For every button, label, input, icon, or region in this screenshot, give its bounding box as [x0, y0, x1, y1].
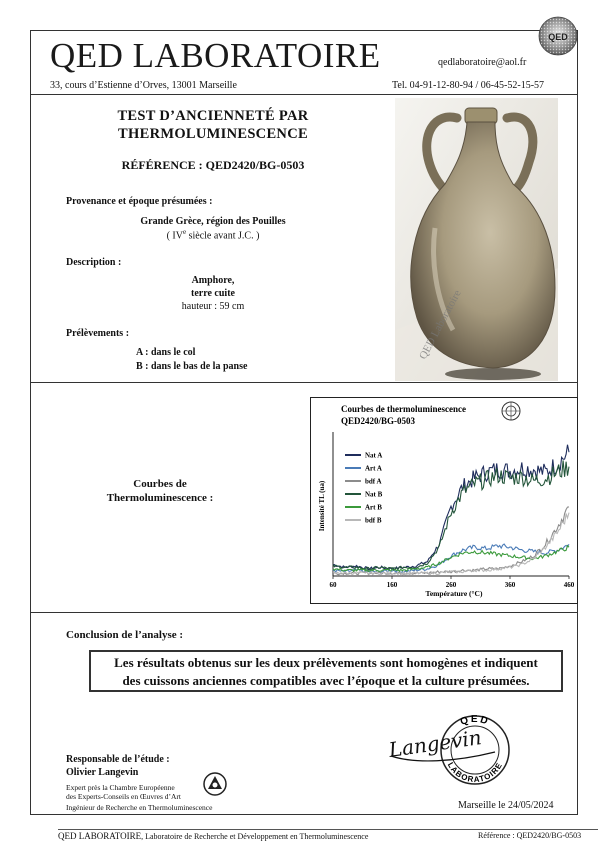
conclusion-box [89, 650, 563, 692]
responsible-title-1: Expert près la Chambre Européenne [66, 783, 175, 792]
conclusion-label: Conclusion de l’analyse : [66, 629, 184, 641]
certificate-title-line2: THERMOLUMINESCENCE [118, 126, 308, 142]
footer-reference: Référence : QED2420/BG-0503 [478, 831, 582, 840]
signature-stamp [385, 712, 525, 788]
hologram-seal-icon [537, 15, 579, 57]
provenance-century: ( IVe siècle avant J.C. ) [166, 228, 260, 242]
header-divider [30, 94, 578, 95]
conclusion-line2: des cuissons anciennes compatibles avec l’époque et la culture présumées. [122, 673, 530, 688]
chart-xlabel: Température (°C) [425, 589, 483, 598]
provenance-region: Grande Grèce, région des Pouilles [140, 216, 286, 227]
tl-chart [311, 398, 577, 603]
chart-ylabel: Intensité TL (ua) [318, 480, 326, 532]
section-divider-description [30, 382, 578, 383]
chart-logo-icon [502, 402, 520, 420]
svg-text:QED: QED [548, 32, 568, 42]
sample-b: B : dans le bas de la panse [136, 361, 248, 372]
svg-text:LABORATOIRE: LABORATOIRE [445, 760, 505, 785]
chart-x-tick-label: 60 [329, 581, 337, 589]
responsible-label: Responsable de l’étude : [66, 754, 170, 765]
chart-x-tick-label: 160 [386, 581, 398, 589]
lab-name-heading: QED LABORATOIRE [50, 36, 381, 75]
expert-chamber-logo-icon [203, 772, 227, 796]
responsible-name: Olivier Langevin [66, 767, 139, 778]
lab-address: 33, cours d’Estienne d’Orves, 13001 Marseille [50, 80, 237, 91]
samples-label: Prélèvements : [66, 328, 130, 339]
handwritten-signature: Langevin [387, 725, 484, 762]
sample-a: A : dans le col [136, 347, 196, 358]
curves-label-line1: Courbes de [133, 478, 187, 490]
chart-legend-label: Art B [365, 503, 382, 512]
amphora-photo [395, 98, 558, 381]
conclusion-line1: Les résultats obtenus sur les deux prélèvements sont homogènes et indiquent [114, 655, 538, 670]
svg-text:QED Laboratoire: QED Laboratoire [417, 288, 464, 362]
lab-phone: Tel. 04-91-12-80-94 / 06-45-52-15-57 [392, 80, 545, 91]
lab-email: qedlaboratoire@aol.fr [438, 57, 527, 68]
responsible-title-2: des Experts-Conseils en Œuvres d’Art [66, 792, 181, 801]
responsible-title-3: Ingénieur de Recherche en Thermoluminescence [66, 803, 213, 812]
description-label: Description : [66, 257, 122, 268]
description-height: hauteur : 59 cm [181, 301, 245, 312]
chart-legend-label: Nat A [365, 451, 383, 460]
date-location: Marseille le 24/05/2024 [458, 800, 554, 811]
chart-legend-label: bdf A [365, 477, 382, 486]
chart-title: Courbes de thermoluminescence [341, 404, 466, 414]
chart-x-tick-label: 460 [563, 581, 575, 589]
reference-number: RÉFÉRENCE : QED2420/BG-0503 [121, 158, 305, 172]
footer-divider [58, 829, 598, 830]
chart-x-tick-label: 260 [445, 581, 457, 589]
amphora-image [395, 98, 558, 381]
svg-text:QED: QED [459, 713, 492, 728]
curves-label-line2: Thermoluminescence : [106, 492, 214, 504]
footer-lab-info: QED LABORATOIRE, Laboratoire de Recherche et Développement en Thermoluminescence [58, 831, 369, 841]
section-divider-curves [30, 612, 578, 613]
chart-subtitle: QED2420/BG-0503 [341, 416, 416, 426]
chart-legend-label: bdf B [365, 516, 382, 525]
chart-legend-label: Nat B [365, 490, 383, 499]
description-object: Amphore, [191, 275, 235, 286]
description-material: terre cuite [191, 288, 235, 299]
certificate-title-line1: TEST D’ANCIENNETÉ PAR [117, 108, 309, 124]
provenance-label: Provenance et époque présumées : [66, 196, 213, 207]
chart-legend-label: Art A [365, 464, 382, 473]
chart-x-tick-label: 360 [504, 581, 516, 589]
tl-chart-frame [310, 397, 578, 604]
